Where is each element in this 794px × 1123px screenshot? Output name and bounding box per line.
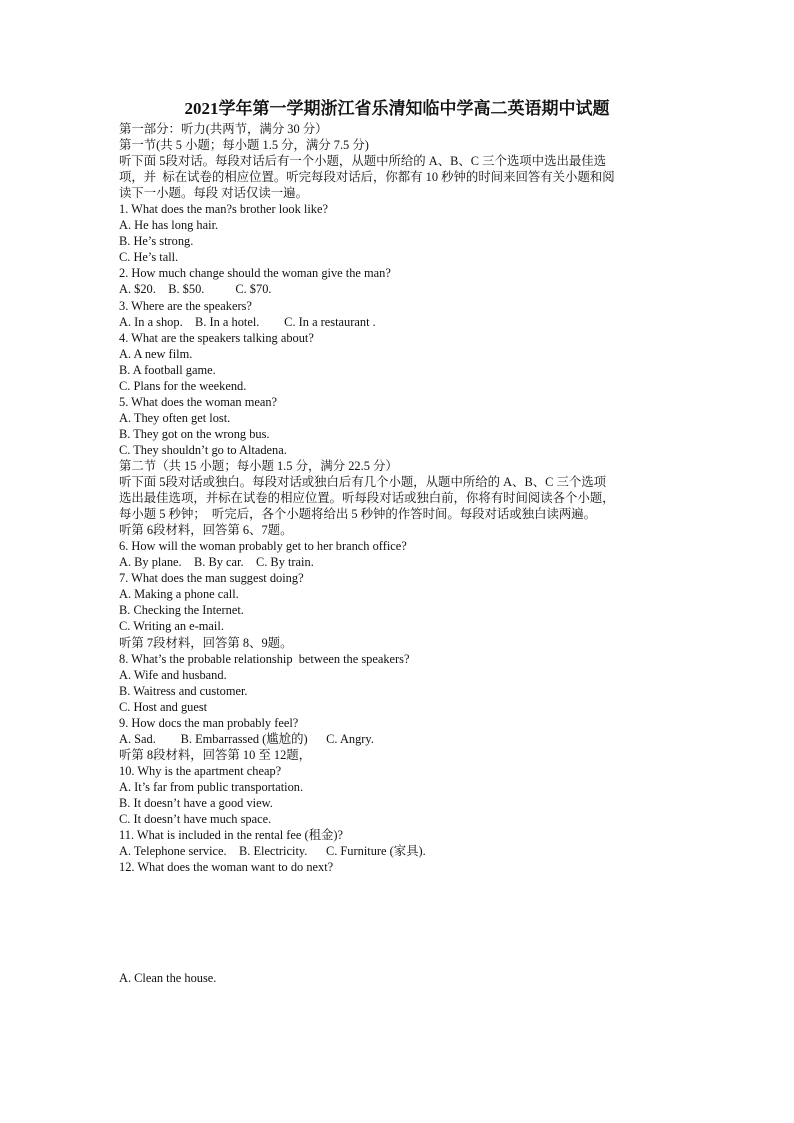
text-line: B. Waitress and customer. [119,683,248,698]
text-line: 听下面 5段对话。每段对话后有一个小题，从题中所给的 A、B、C 三个选项中选出最佳选 [119,154,607,169]
text-line: B. They got on the wrong bus. [119,426,270,441]
exam-body [119,121,677,986]
answer-option: A. Clean the house. [119,971,217,986]
text-line: 12. What does the woman want to do next? [119,860,334,875]
text-line: A. $20. B. $50. C. $70. [119,282,272,297]
text-line: A. It’s far from public transportation. [119,779,304,794]
text-line: 11. What is included in the rental fee (租金)? [119,828,343,843]
text-line: 10. Why is the apartment cheap? [119,763,282,778]
text-line: A. He has long hair. [119,218,219,233]
text-line: 9. How docs the man probably feel? [119,715,299,730]
text-line: A. In a shop. B. In a hotel. C. In a restaurant . [119,314,376,329]
text-line: 2. How much change should the woman give the man? [119,266,391,281]
text-line: 4. What are the speakers talking about? [119,330,314,345]
text-line: 读下一小题。每段 对话仅读一遍。 [119,186,308,201]
text-line: 5. What does the woman mean? [119,394,278,409]
text-line: A. Wife and husband. [119,667,227,682]
text-line: B. A football game. [119,362,216,377]
text-line: A. They often get lost. [119,410,231,425]
text-line: C. Host and guest [119,699,208,714]
text-line: A. Telephone service. B. Electricity. C. Furniture (家具). [119,844,426,859]
text-line: 6. How will the woman probably get to her branch office? [119,539,407,554]
text-line: 听第 6段材料，回答第 6、7题。 [119,523,293,538]
text-line: 项，并 标在试卷的相应位置。听完每段对话后，你都有 10 秒钟的时间来回答有关小题和阅 [119,170,615,185]
text-line: C. Writing an e-mail. [119,619,224,634]
text-line: 8. What’s the probable relationship between the speakers? [119,651,410,666]
text-line: 1. What does the man?s brother look like? [119,202,328,217]
text-line: 7. What does the man suggest doing? [119,571,304,586]
text-line: C. Plans for the weekend. [119,378,247,393]
text-line: 每小题 5 秒钟； 听完后，各个小题将给出 5 秒钟的作答时间。每段对话或独白读两遍。 [119,507,597,522]
exam-title: 2021学年第一学期浙江省乐清知临中学高二英语期中试题 [184,99,610,118]
text-line: 第二节（共 15 小题；每小题 1.5 分，满分 22.5 分） [119,458,398,473]
text-line: C. They shouldn’t go to Altadena. [119,442,287,457]
text-line: 听第 8段材料，回答第 10 至 12题， [119,747,312,762]
text-line: 听第 7段材料，回答第 8、9题。 [119,635,293,650]
text-line: A. Sad. B. Embarrassed (尴尬的) C. Angry. [119,731,374,746]
text-line: B. He’s strong. [119,234,194,249]
text-line: 3. Where are the speakers? [119,298,252,313]
text-line: A. Making a phone call. [119,587,239,602]
text-line: 第一部分：听力(共两节，满分 30 分） [119,122,328,136]
text-line: A. By plane. B. By car. C. By train. [119,555,314,570]
blank-space [119,875,677,970]
text-line: 选出最佳选项，并标在试卷的相应位置。听每段对话或独白前，你将有时间阅读各个小题， [119,491,615,506]
text-line: B. It doesn’t have a good view. [119,795,273,810]
text-line: A. A new film. [119,346,193,361]
text-line: C. It doesn’t have much space. [119,812,272,827]
text-line: 第一节(共 5 小题；每小题 1.5 分，满分 7.5 分) [119,138,369,153]
text-line: B. Checking the Internet. [119,603,244,618]
text-line: 听下面 5段对话或独白。每段对话或独白后有几个小题，从题中所给的 A、B、C 三个选项 [119,475,607,490]
text-line: C. He’s tall. [119,250,179,265]
